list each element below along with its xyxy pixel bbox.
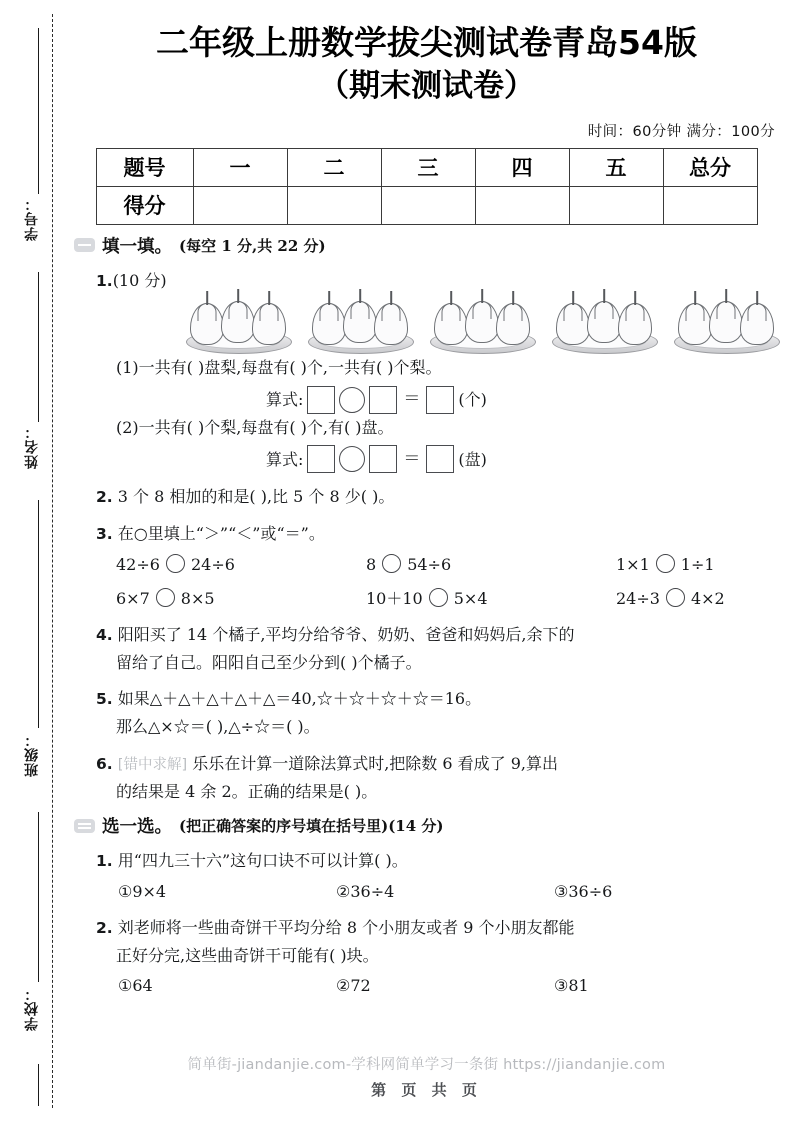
seal-label-name: 姓名： (24, 424, 40, 469)
exam-meta: 时间：60分钟 满分：100分 (587, 123, 775, 140)
seal-margin (0, 0, 60, 1122)
comparison-circle[interactable] (429, 588, 448, 607)
seal-solid-line-5 (38, 1064, 39, 1106)
comparison-circle[interactable] (382, 554, 401, 573)
comparison-left: 10＋10 (366, 588, 423, 608)
comparison-item (116, 585, 366, 613)
comparison-item (616, 551, 793, 579)
score-cell-total[interactable] (663, 186, 757, 224)
pear-icon (556, 303, 590, 345)
question-text-line-2: 的结果是 4 余 2。正确的结果是( )。 (116, 781, 378, 801)
comparison-left: 1×1 (616, 555, 650, 575)
formula-answer-box[interactable] (369, 386, 397, 414)
equals-sign: ＝ (403, 388, 421, 409)
comparison-circle[interactable] (656, 554, 675, 573)
seal-solid-line-3 (38, 500, 39, 728)
score-col-5: 五 (569, 148, 663, 186)
formula-operator-circle[interactable] (339, 387, 365, 413)
comparison-grid (96, 551, 793, 612)
pear-icon (740, 303, 774, 345)
seal-solid-line-4 (38, 812, 39, 982)
section-two-heading (74, 813, 793, 838)
page-footer (60, 1053, 793, 1100)
comparison-left: 6×7 (116, 588, 150, 608)
pear-icon (465, 301, 499, 343)
formula-label: 算式: (266, 389, 304, 409)
question-text: 3 个 8 相加的和是( ),比 5 个 8 少( )。 (117, 486, 395, 506)
question-1-1-part-1: (1)一共有( )盘梨,每盘有( )个,一共有( )个梨。 (116, 358, 442, 378)
option-item[interactable]: ③81 (554, 976, 589, 996)
question-number: 3. (96, 524, 113, 543)
question-number: 5. (96, 690, 113, 709)
question-text-line-1: 阳阳买了 14 个橘子,平均分给爷爷、奶奶、爸爸和妈妈后,余下的 (117, 625, 575, 645)
pear-icon (434, 303, 468, 345)
score-cell-2[interactable] (287, 186, 381, 224)
pear-icon (496, 303, 530, 345)
comparison-item (116, 551, 366, 579)
question-text: 在○里填上“＞”“＜”或“＝”。 (117, 523, 325, 543)
question-number: 1. (96, 271, 113, 290)
question-1-5 (74, 685, 793, 740)
question-number: 6. (96, 754, 113, 773)
section-one-title: 填一填。 (102, 236, 172, 257)
question-1-3 (74, 520, 793, 613)
question-text-line-2: 正好分完,这些曲奇饼干可能有( )块。 (116, 945, 379, 965)
table-row-scores (96, 186, 757, 224)
pear-icon (587, 301, 621, 343)
comparison-right: 5×4 (453, 588, 488, 608)
score-table (96, 148, 758, 225)
section-two-title: 选一选。 (102, 817, 172, 838)
score-row-label-1: 得分 (96, 186, 193, 224)
score-col-2: 二 (287, 148, 381, 186)
page-title: 二年级上册数学拔尖测试卷青岛54版 (156, 23, 697, 62)
question-text-line-1: 如果△＋△＋△＋△＋△＝40,☆＋☆＋☆＋☆＝16。 (117, 689, 482, 709)
section-multiple-choice (60, 813, 793, 1000)
score-col-total: 总分 (663, 148, 757, 186)
formula-result-box[interactable] (426, 445, 454, 473)
question-1-1 (74, 267, 793, 474)
pear-plate (184, 296, 292, 354)
equals-sign: ＝ (403, 448, 421, 469)
formula-unit: (个) (458, 389, 487, 409)
page-subtitle: （期末测试卷） (318, 68, 535, 105)
formula-answer-box[interactable] (307, 445, 335, 473)
comparison-item (366, 585, 616, 613)
question-number: 2. (96, 487, 113, 506)
option-item[interactable]: ①64 (118, 976, 153, 996)
comparison-right: 8×5 (180, 588, 215, 608)
comparison-right: 24÷6 (190, 555, 235, 575)
formula-answer-box[interactable] (307, 386, 335, 414)
formula-operator-circle[interactable] (339, 446, 365, 472)
pear-plate (550, 296, 658, 354)
score-cell-1[interactable] (193, 186, 287, 224)
comparison-item (616, 585, 793, 613)
footer-page-number: 第 页 共 页 (371, 1081, 482, 1099)
option-item[interactable]: ①9×4 (118, 881, 167, 901)
question-text-line-2: 留给了自己。阳阳自己至少分到( )个橘子。 (116, 652, 422, 672)
score-col-1: 一 (193, 148, 287, 186)
question-1-6 (74, 750, 793, 805)
question-number: 1. (96, 852, 113, 871)
section-number-badge-two-icon (74, 819, 95, 833)
comparison-left: 24÷3 (616, 588, 660, 608)
comparison-right: 4×2 (690, 588, 725, 608)
question-text-line-2: 那么△×☆＝( ),△÷☆＝( )。 (116, 717, 320, 737)
pear-icon (709, 301, 743, 343)
question-number: 4. (96, 626, 113, 645)
option-item[interactable]: ②72 (336, 976, 371, 996)
comparison-circle[interactable] (666, 588, 685, 607)
comparison-left: 42÷6 (116, 555, 160, 575)
title-block (60, 0, 793, 110)
score-cell-4[interactable] (475, 186, 569, 224)
option-item[interactable]: ②36÷4 (336, 881, 395, 901)
pear-icon (252, 303, 286, 345)
comparison-left: 8 (366, 555, 377, 575)
question-1-1-formula-1 (96, 385, 793, 414)
section-number-badge-one-icon (74, 238, 95, 252)
formula-unit: (盘) (458, 449, 487, 469)
pear-icon (618, 303, 652, 345)
comparison-right: 54÷6 (407, 555, 452, 575)
question-1-2 (74, 483, 793, 511)
formula-answer-box[interactable] (369, 445, 397, 473)
question-text-line-1: 刘老师将一些曲奇饼干平均分给 8 个小朋友或者 9 个小朋友都能 (117, 918, 575, 938)
pear-plate (306, 296, 414, 354)
question-points: (10 分) (112, 270, 167, 290)
comparison-item (366, 551, 616, 579)
comparison-right: 1÷1 (680, 555, 715, 575)
score-cell-3[interactable] (381, 186, 475, 224)
seal-label-student-id: 学号： (24, 196, 40, 241)
option-grid (96, 878, 793, 906)
pear-icon (190, 303, 224, 345)
pear-plate (672, 296, 780, 354)
pear-icon (678, 303, 712, 345)
comparison-circle[interactable] (156, 588, 175, 607)
question-1-1-part-2: (2)一共有( )个梨,每盘有( )个,有( )盘。 (116, 418, 394, 438)
formula-result-box[interactable] (426, 386, 454, 414)
table-row-header (96, 148, 757, 186)
question-2-2 (74, 914, 793, 1000)
option-grid (96, 972, 793, 1000)
seal-solid-line-1 (38, 28, 39, 194)
question-1-4 (74, 621, 793, 676)
pear-icon (343, 301, 377, 343)
score-col-4: 四 (475, 148, 569, 186)
score-cell-5[interactable] (569, 186, 663, 224)
section-two-note: (把正确答案的序号填在括号里)(14 分) (179, 817, 444, 836)
score-row-label-0: 题号 (96, 148, 193, 186)
section-one-note: (每空 1 分,共 22 分) (179, 236, 326, 255)
formula-label: 算式: (266, 449, 304, 469)
section-one-heading (74, 233, 793, 258)
pear-icon (374, 303, 408, 345)
question-tag: [错中求解] (117, 756, 188, 773)
seal-label-school: 学校： (24, 986, 40, 1031)
option-item[interactable]: ③36÷6 (554, 881, 613, 901)
section-fill-in-blanks (60, 233, 793, 805)
comparison-circle[interactable] (166, 554, 185, 573)
question-text: 用“四九三十六”这句口诀不可以计算( )。 (117, 851, 408, 871)
question-number: 2. (96, 919, 113, 938)
score-col-3: 三 (381, 148, 475, 186)
pear-icon (312, 303, 346, 345)
footer-site-text: 简单街-jiandanjie.com-学科网简单学习一条街 https://jiandanjie.com (187, 1057, 666, 1073)
seal-dashed-line (52, 14, 53, 1108)
seal-solid-line-2 (38, 272, 39, 422)
exam-page (60, 0, 793, 1122)
pear-icon (221, 301, 255, 343)
question-1-1-formula-2 (96, 445, 793, 474)
pear-plate (428, 296, 536, 354)
question-2-1 (74, 847, 793, 905)
question-text-line-1: 乐乐在计算一道除法算式时,把除数 6 看成了 9,算出 (192, 753, 558, 773)
seal-label-class: 班级： (24, 732, 40, 777)
pears-illustration (184, 296, 793, 354)
